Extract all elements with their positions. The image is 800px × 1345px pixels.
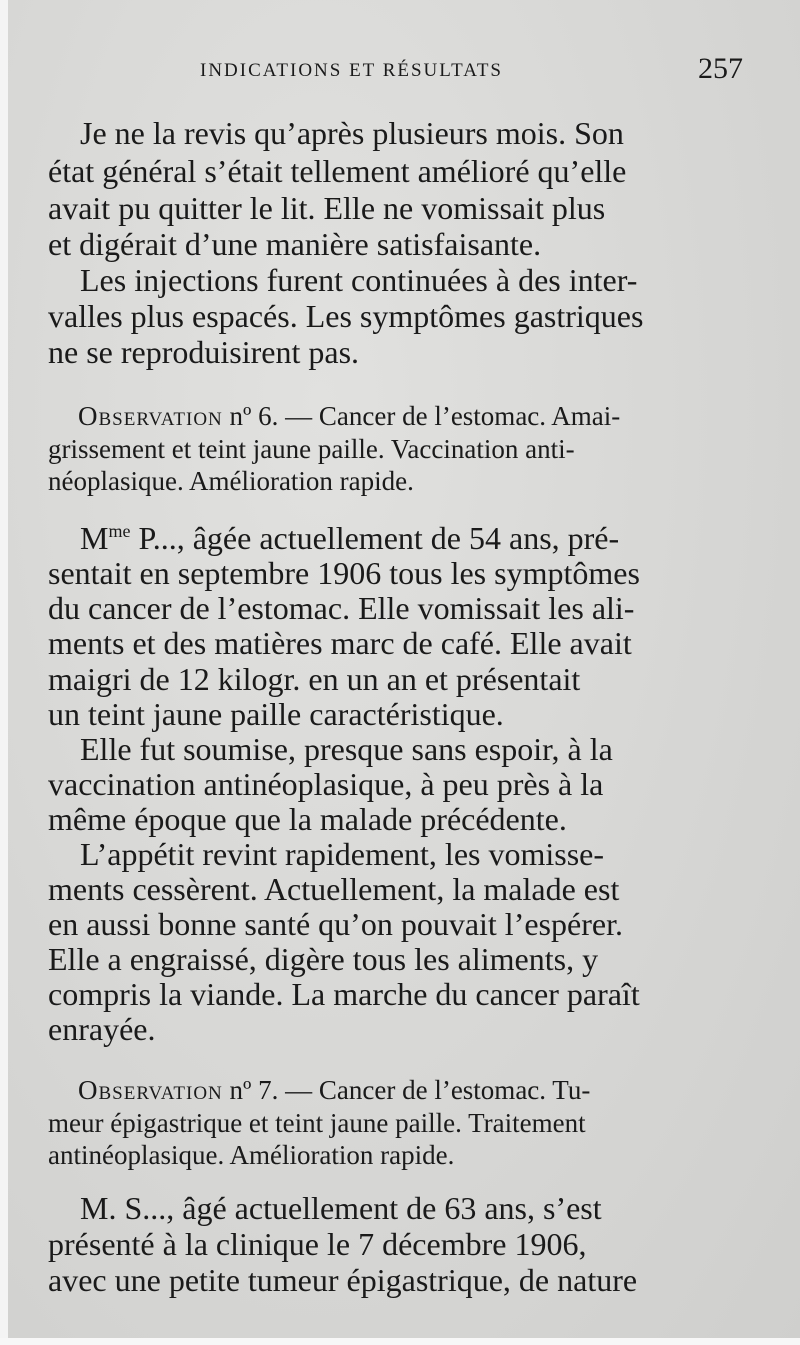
text-line: vaccination antinéoplasique, à peu près à la [48, 766, 604, 802]
observation-number: nº 7. [229, 1075, 279, 1105]
text-line: un teint jaune paille caractéristique. [48, 696, 504, 732]
text-line: valles plus espacés. Les symptômes gastriques [48, 298, 644, 334]
observation-line: antinéoplasique. Amélioration rapide. [48, 1140, 455, 1170]
text-line: même époque que la malade précédente. [48, 801, 567, 837]
text-line: M. S..., âgé actuellement de 63 ans, s’est [80, 1190, 602, 1226]
text-line: ments cessèrent. Actuellement, la malade est [48, 871, 620, 907]
text-line: enrayée. [48, 1011, 156, 1047]
text-line: ne se reproduisirent pas. [48, 334, 360, 370]
text-line [80, 520, 619, 557]
honorific-superscript: me [108, 521, 131, 541]
text-line: L’appétit revint rapidement, les vomisse- [80, 836, 605, 872]
observation-label: Observation [78, 1075, 223, 1105]
observation-title: — Cancer de l’estomac. Amai- [278, 401, 621, 431]
text-line-rest: P..., âgée actuellement de 54 ans, pré- [130, 520, 620, 556]
text-line: et digérait d’une manière satisfaisante. [48, 226, 542, 262]
honorific: M [80, 520, 109, 556]
observation-heading [78, 1075, 590, 1106]
observation-title: — Cancer de l’estomac. Tu- [278, 1075, 591, 1105]
text-line: sentait en septembre 1906 tous les symptômes [48, 555, 640, 591]
observation-number: nº 6. [229, 401, 279, 431]
page-number: 257 [698, 52, 743, 85]
observation-line: meur épigastrique et teint jaune paille. Traitement [48, 1108, 586, 1138]
text-line: avait pu quitter le lit. Elle ne vomissait plus [48, 190, 606, 226]
text-line: avec une petite tumeur épigastrique, de nature [48, 1262, 638, 1298]
text-line: compris la viande. La marche du cancer paraît [48, 976, 640, 1012]
observation-line: néoplasique. Amélioration rapide. [48, 466, 414, 496]
running-title: INDICATIONS ET RÉSULTATS [200, 60, 503, 81]
text-line: du cancer de l’estomac. Elle vomissait les ali- [48, 590, 635, 626]
text-line: Elle a engraissé, digère tous les aliments, y [48, 941, 599, 977]
text-line: ments et des matières marc de café. Elle avait [48, 625, 632, 661]
page-left-margin [0, 0, 8, 1345]
observation-label: Observation [78, 401, 223, 431]
text-line: présenté à la clinique le 7 décembre 1906, [48, 1226, 587, 1262]
text-line: en aussi bonne santé qu’on pouvait l’espérer. [48, 906, 623, 942]
text-line: maigri de 12 kilogr. en un an et présentait [48, 661, 581, 697]
page-bottom-margin [0, 1338, 800, 1345]
text-line: Je ne la revis qu’après plusieurs mois. Son [80, 115, 624, 151]
text-line: état général s’était tellement amélioré qu’elle [48, 153, 627, 189]
text-line: Elle fut soumise, presque sans espoir, à la [80, 731, 613, 767]
observation-heading [78, 401, 620, 432]
text-line: Les injections furent continuées à des inter- [80, 262, 638, 298]
observation-line: grissement et teint jaune paille. Vaccination anti- [48, 434, 575, 464]
